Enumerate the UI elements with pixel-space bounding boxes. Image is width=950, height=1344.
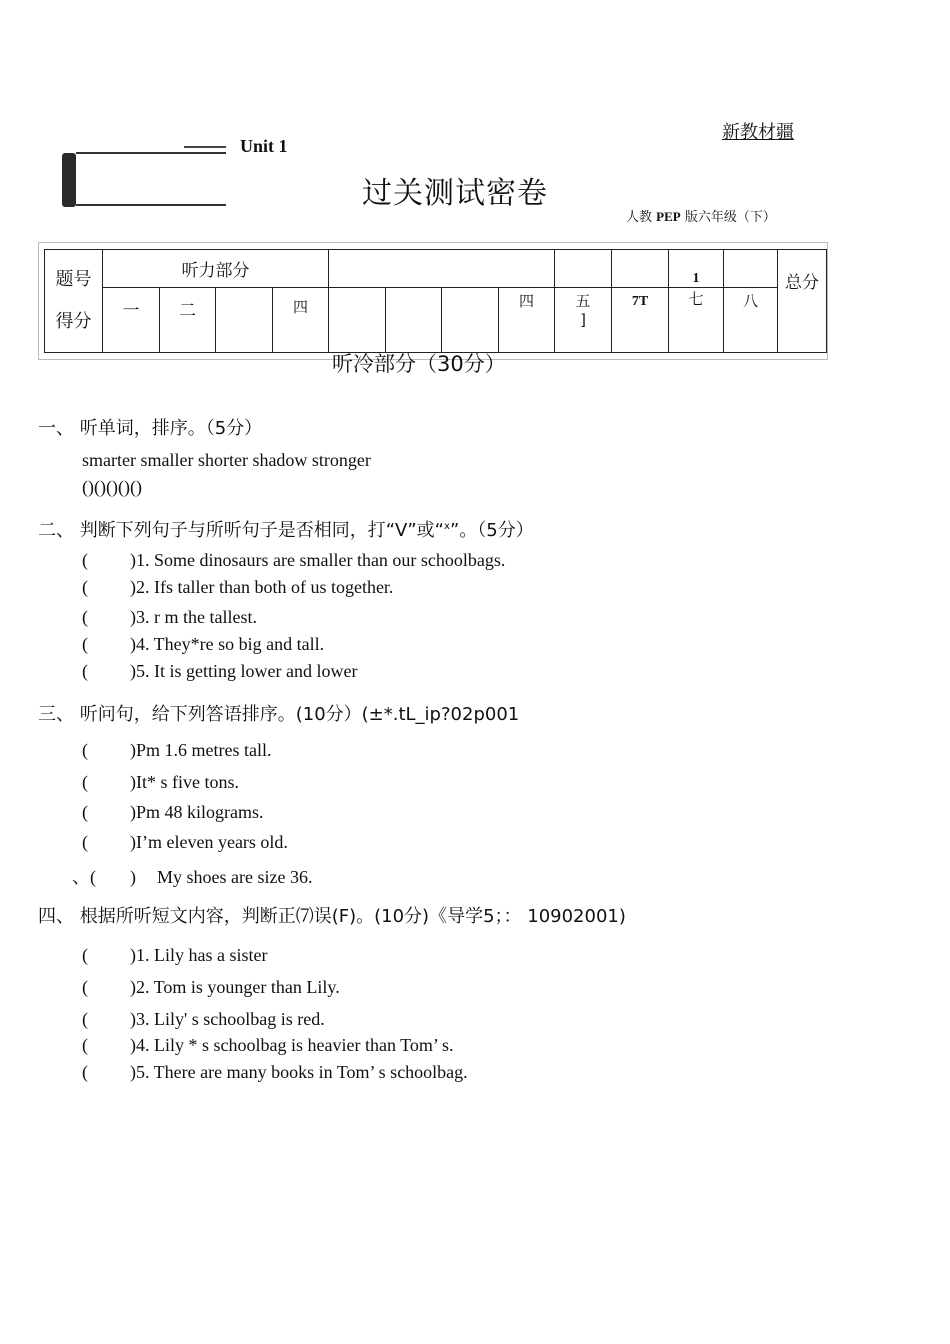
q2-item-1-text: )1. Some dinosaurs are smaller than our schoolbags. <box>130 550 506 570</box>
q4-paren-1: ( <box>82 945 88 965</box>
q3-item-1-text: )Pm 1.6 metres tall. <box>130 740 272 760</box>
score-cell-12 <box>724 288 778 353</box>
q2-item-1 <box>82 550 505 571</box>
score-cell-7 <box>442 288 499 353</box>
edition-suffix: 版六年级（下） <box>684 210 776 225</box>
q4-item-5 <box>82 1062 468 1083</box>
score-cell-6 <box>386 288 442 353</box>
q2-heading-text: 二、 判断下列句子与所听句子是否相同，打“V”或“ <box>38 520 445 541</box>
score-cell-12-label: 八 <box>742 292 758 310</box>
q3-item-4-text: )I’m eleven years old. <box>130 832 288 852</box>
q4-paren-3: ( <box>82 1009 88 1029</box>
total-label: 总分 <box>785 273 819 293</box>
q4-item-2-text: )2. Tom is younger than Lily. <box>130 977 340 997</box>
q2-paren-3: ( <box>82 607 88 627</box>
edition-prefix: 人教 <box>626 210 653 225</box>
q3-item-5 <box>72 863 312 889</box>
score-table-wrapper <box>44 249 826 352</box>
q2-item-5-text: )5. It is getting lower and lower <box>130 661 358 681</box>
q2-heading-end: ”。（5分） <box>449 520 534 541</box>
header-cell-c <box>669 250 724 288</box>
edition-bold: PEP <box>656 209 681 224</box>
q3-paren-1: ( <box>82 740 88 760</box>
q2-heading-sup: x <box>444 521 450 532</box>
q4-item-3-text: )3. Lily' s schoolbag is red. <box>130 1009 325 1029</box>
header-cell-b <box>612 250 669 288</box>
q2-item-4-text: )4. They*re so big and tall. <box>130 634 325 654</box>
q3-heading: 三、 听问句，给下列答语排序。(10分）(±*.tL_ip?02p001 <box>38 704 520 725</box>
q3-item-2 <box>82 772 239 793</box>
score-cell-8-label: 四 <box>518 292 534 310</box>
edition-label <box>626 206 776 225</box>
blank-header-cell <box>329 250 555 288</box>
q2-item-4 <box>82 634 324 655</box>
q3-item-2-text: )It* s five tons. <box>130 772 239 792</box>
score-cell-9-mark: ] <box>580 311 586 329</box>
score-cell-1 <box>103 288 160 353</box>
unit-label: Unit 1 <box>240 136 288 156</box>
section-title: 听冷部分（30分） <box>332 352 506 376</box>
row-label-score: 得分 <box>55 311 92 332</box>
q2-paren-2: ( <box>82 577 88 597</box>
q3-item-5-prefix: 、( <box>72 867 96 887</box>
q3-item-3-text: )Pm 48 kilograms. <box>130 802 264 822</box>
q3-paren-2: ( <box>82 772 88 792</box>
logo-bottom-line <box>76 204 226 206</box>
q3-item-1 <box>82 740 271 761</box>
brand-label: 新教材疆 <box>722 122 794 143</box>
q4-item-3 <box>82 1009 325 1030</box>
score-cell-2-label: 二 <box>179 301 196 321</box>
q4-heading: 四、 根据所听短文内容，判断正⑺误(F)。(10分)《导学5；： 10902001) <box>38 906 626 927</box>
row-label-number: 题号 <box>55 269 92 290</box>
q2-item-2-text: )2. Ifs taller than both of us together. <box>130 577 394 597</box>
logo-bar <box>62 153 76 207</box>
q4-paren-4: ( <box>82 1035 88 1055</box>
logo-top-line-short <box>184 146 226 148</box>
q2-item-2 <box>82 577 393 598</box>
score-cell-9 <box>555 288 612 353</box>
q2-item-3-text: )3. r m the tallest. <box>130 607 257 627</box>
q4-item-4-text: )4. Lily * s schoolbag is heavier than Tom’ s. <box>130 1035 454 1055</box>
q2-paren-1: ( <box>82 550 88 570</box>
score-cell-9-label: 五 <box>575 292 591 310</box>
q4-paren-5: ( <box>82 1062 88 1082</box>
listening-header: 听力部分 <box>181 261 250 281</box>
q1-heading: 一、 听单词，排序。（5分） <box>38 418 263 439</box>
header-cell-d <box>724 250 778 288</box>
score-cell-4-label: 四 <box>292 298 308 316</box>
q4-paren-2: ( <box>82 977 88 997</box>
q4-item-4 <box>82 1035 454 1056</box>
q3-item-5-text: My shoes are size 36. <box>157 867 313 887</box>
q4-item-2 <box>82 977 340 998</box>
score-cell-4 <box>273 288 329 353</box>
q2-paren-4: ( <box>82 634 88 654</box>
q2-item-3 <box>82 607 257 628</box>
header-cell-a <box>555 250 612 288</box>
score-cell-10-label: 7T <box>631 294 649 309</box>
score-cell-3 <box>216 288 273 353</box>
score-cell-11 <box>669 288 724 353</box>
q3-item-5-close: ) <box>130 867 136 887</box>
q2-heading <box>38 516 534 542</box>
page-title: 过关测试密卷 <box>362 176 548 211</box>
row-label-cell <box>45 250 103 353</box>
q2-item-5 <box>82 661 357 682</box>
logo-top-line <box>76 152 226 154</box>
score-cell-10 <box>612 288 669 353</box>
q3-item-3 <box>82 802 264 823</box>
q3-paren-4: ( <box>82 832 88 852</box>
listening-header-cell <box>103 250 329 288</box>
total-cell <box>778 250 827 353</box>
q4-item-5-text: )5. There are many books in Tom’ s schoolbag. <box>130 1062 468 1082</box>
score-cell-5 <box>329 288 386 353</box>
score-cell-8 <box>499 288 555 353</box>
q3-item-4 <box>82 832 288 853</box>
score-cell-2 <box>160 288 216 353</box>
score-cell-11-label: 七 <box>688 290 704 308</box>
q4-item-1-text: )1. Lily has a sister <box>130 945 268 965</box>
q2-paren-5: ( <box>82 661 88 681</box>
header-mark-1: 1 <box>692 271 700 286</box>
score-table <box>44 249 827 353</box>
q1-blanks: ()()()()() <box>82 477 142 497</box>
q1-words: smarter smaller shorter shadow stronger <box>82 450 371 470</box>
score-cell-1-label: 一 <box>122 301 140 321</box>
q4-item-1 <box>82 945 267 966</box>
q3-paren-3: ( <box>82 802 88 822</box>
